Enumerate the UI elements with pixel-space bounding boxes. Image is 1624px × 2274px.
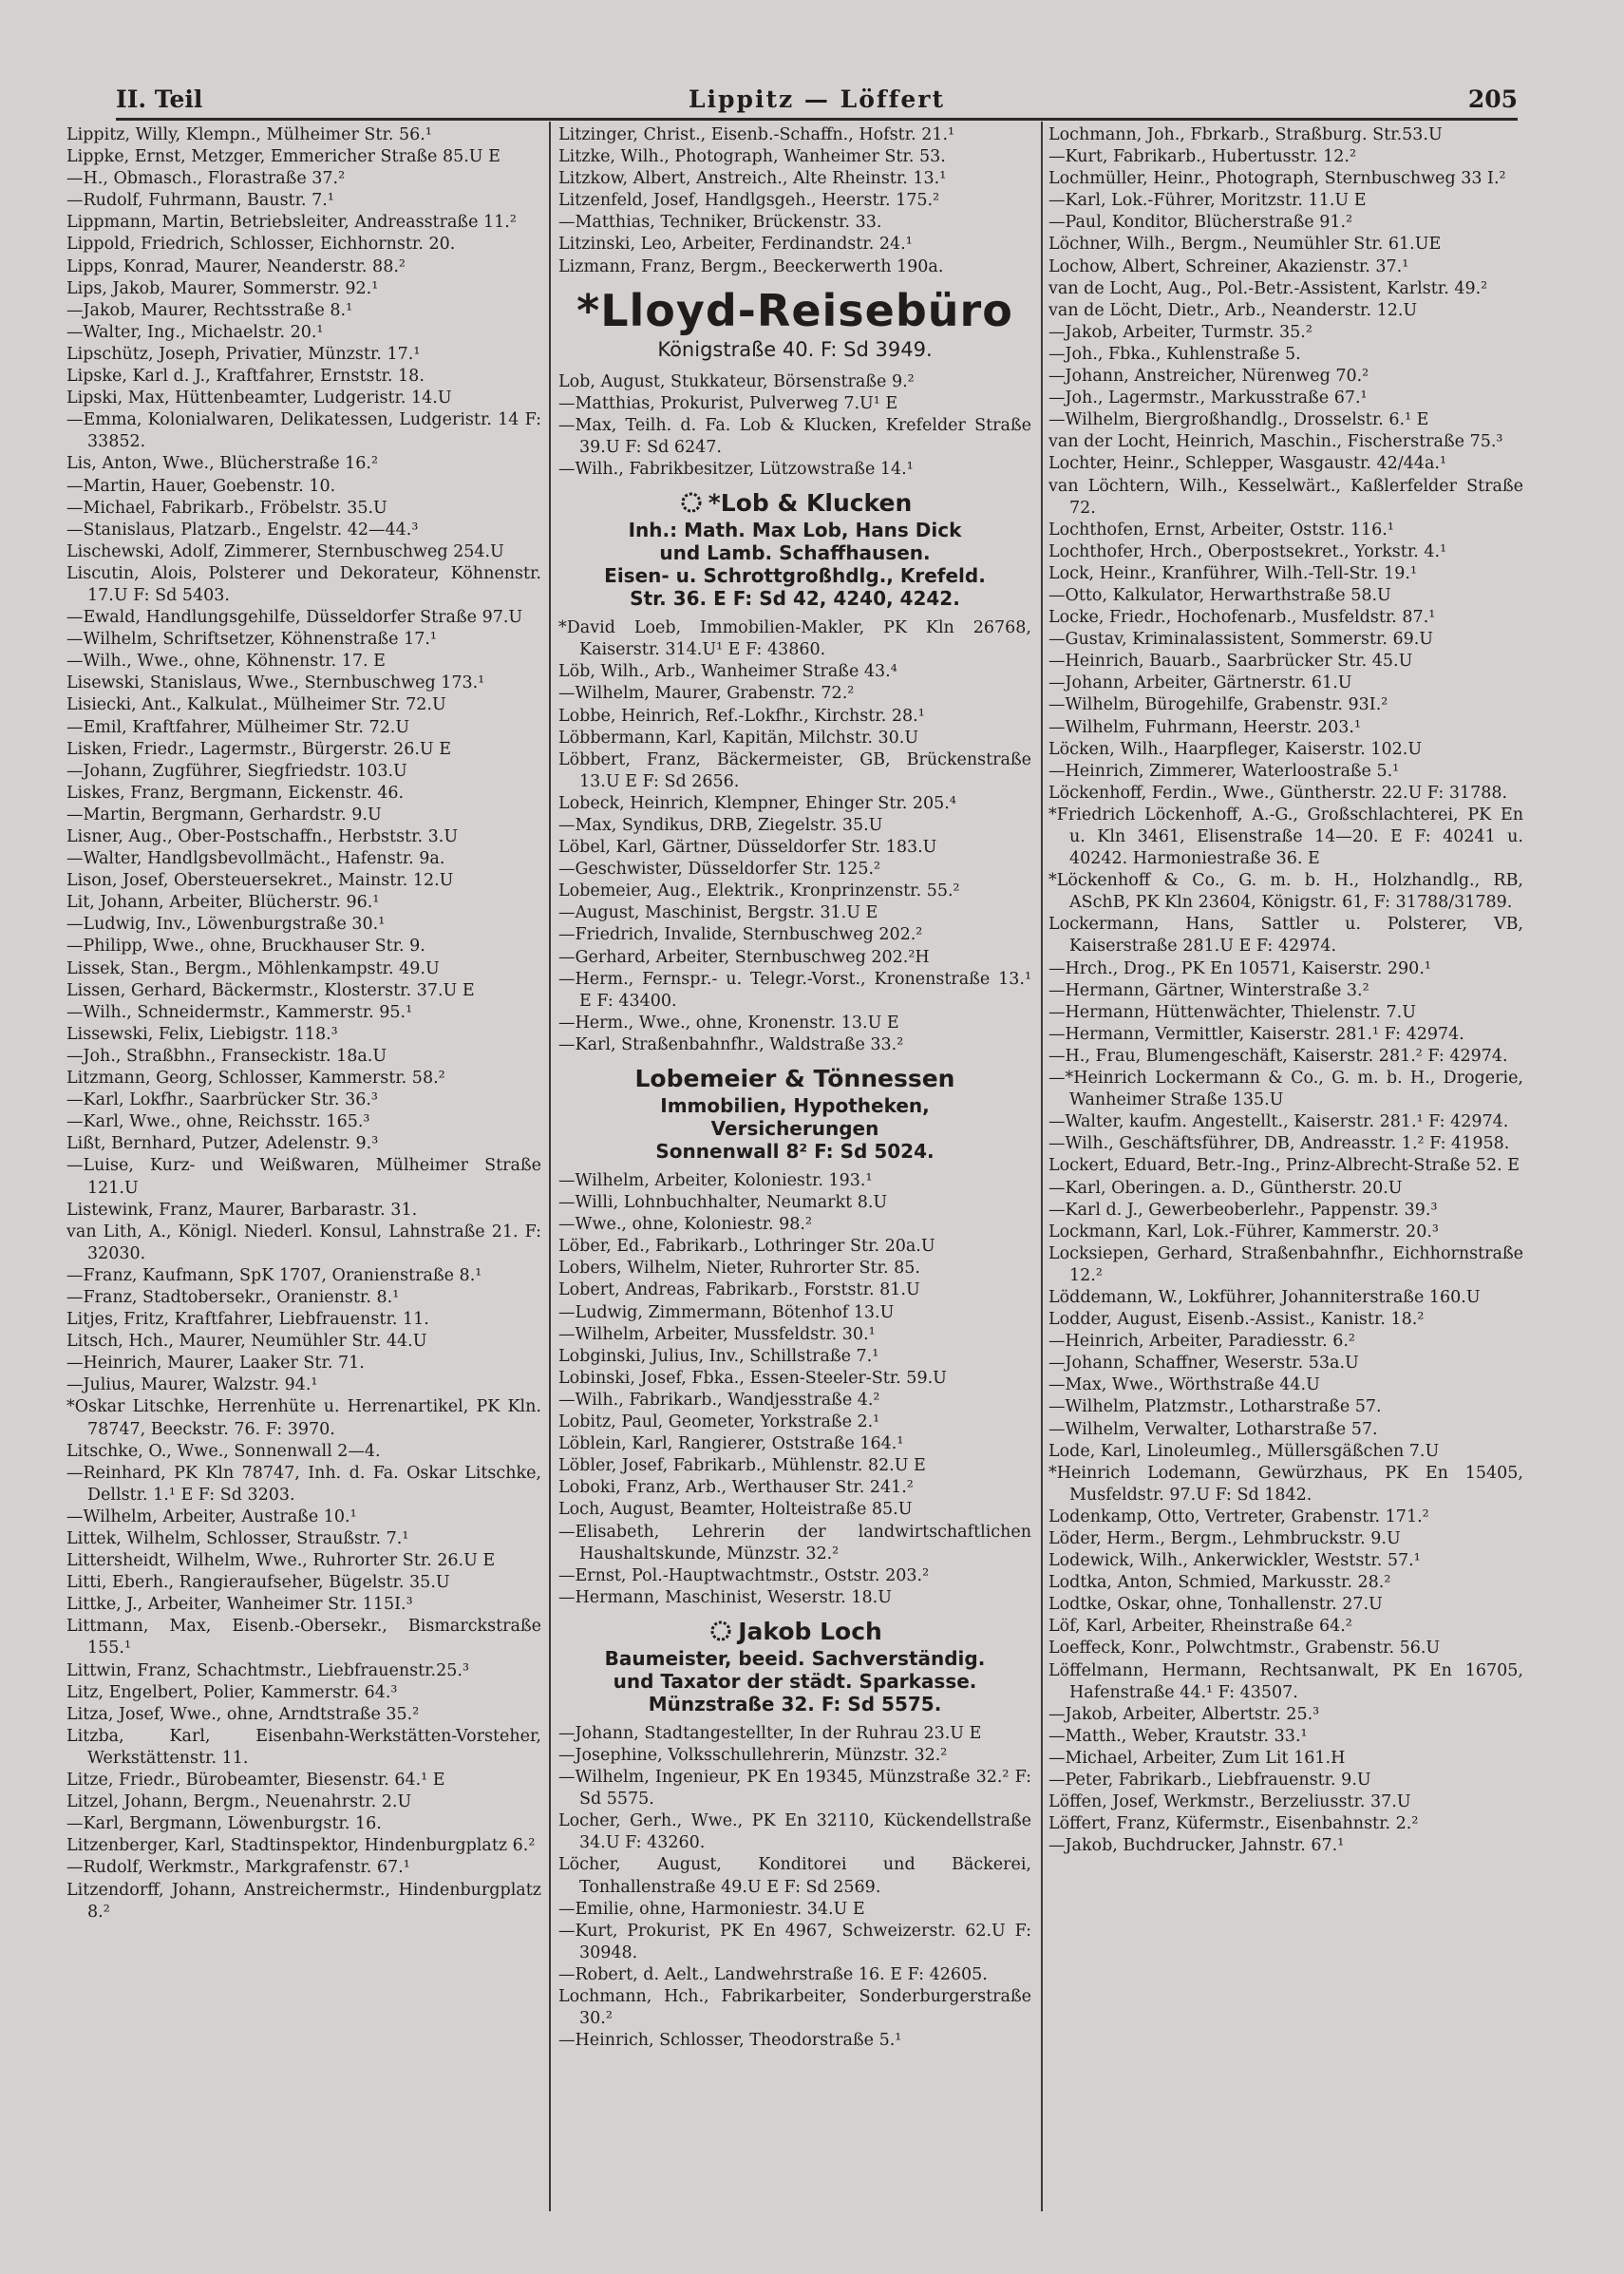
directory-entry: Lochmüller, Heinr., Photograph, Sternbuschweg 33 I.²	[1048, 169, 1506, 189]
directory-entry: —Wilhelm, Maurer, Grabenstr. 72.²	[558, 684, 855, 704]
directory-entry: Lit, Johann, Arbeiter, Blücherstr. 96.¹	[66, 893, 380, 913]
directory-entry: Lodtka, Anton, Schmied, Markusstr. 28.²	[1048, 1573, 1391, 1593]
directory-entry: —Heinrich, Arbeiter, Paradiesstr. 6.²	[1048, 1332, 1355, 1352]
directory-entry: —Heinrich, Schlosser, Theodorstraße 5.¹	[558, 2031, 902, 2051]
directory-entry: Lobers, Wilhelm, Nieter, Ruhrorter Str. 85.	[558, 1259, 920, 1279]
directory-entry: —Karl d. J., Gewerbeoberlehr., Pappenstr. 39.³	[1048, 1200, 1438, 1220]
directory-entry: Litsch, Hch., Maurer, Neumühler Str. 44.U	[66, 1332, 427, 1352]
directory-entry: Litzba, Karl, Eisenbahn-Werkstätten-Vorsteher, Werkstättenstr. 11.	[66, 1726, 541, 1768]
directory-entry: Lipps, Konrad, Maurer, Neanderstr. 88.²	[66, 256, 406, 276]
ad-lob-name: *Lob & Klucken	[708, 489, 913, 518]
directory-entry: —Walter, kaufm. Angestellt., Kaiserstr. 281.¹ F: 42974.	[1048, 1112, 1509, 1132]
directory-entry: —Herm., Wwe., ohne, Kronenstr. 13.U E	[558, 1013, 899, 1033]
directory-entry: —Walter, Handlgsbevollmächt., Hafenstr. 9a.	[66, 849, 445, 869]
column-1	[66, 124, 541, 1923]
directory-entry: —Emil, Kraftfahrer, Mülheimer Str. 72.U	[66, 717, 410, 737]
directory-entry: —Matth., Weber, Krautstr. 33.¹	[1048, 1726, 1308, 1746]
ad-lobemeier	[558, 1064, 1031, 1163]
directory-entry: —Max, Wwe., Wörthstraße 44.U	[1048, 1375, 1320, 1395]
directory-entry: —Matthias, Prokurist, Pulverweg 7.U¹ E	[558, 393, 898, 413]
directory-entry: Lizmann, Franz, Bergm., Beeckerwerth 190a.	[558, 256, 944, 276]
directory-entry: Liskes, Franz, Bergmann, Eickenstr. 46.	[66, 783, 405, 803]
directory-entry: —Kurt, Prokurist, PK En 4967, Schweizerstr. 62.U F: 30948.	[558, 1921, 1031, 1962]
ad-lobemeier-line-2: Versicherungen	[710, 1117, 879, 1140]
directory-entry: —Hermann, Gärtner, Winterstraße 3.²	[1048, 980, 1369, 1000]
directory-entry: —Ewald, Handlungsgehilfe, Düsseldorfer Straße 97.U	[66, 608, 523, 628]
directory-entry: Löblein, Karl, Rangierer, Oststraße 164.¹	[558, 1434, 904, 1454]
directory-entry: Locke, Friedr., Hochofenarb., Musfeldstr. 87.¹	[1048, 608, 1436, 628]
name-range: Lippitz — Löffert	[688, 85, 946, 113]
directory-entry: Litzkow, Albert, Anstreich., Alte Rheinstr. 13.¹	[558, 169, 947, 189]
directory-entry: —Gustav, Kriminalassistent, Sommerstr. 69.U	[1048, 630, 1434, 650]
directory-entry: —Michael, Fabrikarb., Fröbelstr. 35.U	[66, 498, 387, 518]
directory-entry: Lock, Heinr., Kranführer, Wilh.-Tell-Str. 19.¹	[1048, 563, 1417, 583]
directory-entry: —Friedrich, Invalide, Sternbuschweg 202.²	[558, 925, 923, 945]
directory-entry: —Wilhelm, Platzmstr., Lotharstraße 57.	[1048, 1397, 1382, 1417]
directory-entry: Lodder, August, Eisenb.-Assist., Kanistr. 18.²	[1048, 1310, 1425, 1330]
directory-entry: —Wilhelm, Arbeiter, Austraße 10.¹	[66, 1507, 357, 1526]
directory-entry: —Wilh., Schneidermstr., Kammerstr. 95.¹	[66, 1002, 413, 1022]
directory-entry: Lobemeier, Aug., Elektrik., Kronprinzenstr. 55.²	[558, 881, 960, 901]
directory-entry: Löckenhoff, Ferdin., Wwe., Güntherstr. 22.U F: 31788.	[1048, 783, 1508, 803]
directory-entry: Locher, Gerh., Wwe., PK En 32110, Kückendellstraße 34.U F: 43260.	[558, 1811, 1031, 1853]
directory-entry: van de Löcht, Dietr., Arb., Neanderstr. 12.U	[1048, 300, 1418, 320]
directory-entry: —Hermann, Vermittler, Kaiserstr. 281.¹ F: 42974.	[1048, 1024, 1464, 1044]
directory-entry: van Lith, A., Königl. Niederl. Konsul, Lahnstraße 21. F: 32030.	[66, 1222, 541, 1263]
directory-entry: —August, Maschinist, Bergstr. 31.U E	[558, 903, 878, 923]
directory-entry: van der Locht, Heinrich, Maschin., Fischerstraße 75.³	[1048, 432, 1503, 452]
directory-entry: Litzenfeld, Josef, Handlgsgeh., Heerstr. 175.²	[558, 191, 940, 211]
directory-entry: —H., Frau, Blumengeschäft, Kaiserstr. 281.² F: 42974.	[1048, 1046, 1508, 1066]
directory-entry: —Karl, Lokfhr., Saarbrücker Str. 36.³	[66, 1090, 378, 1110]
directory-entry: Lis, Anton, Wwe., Blücherstraße 16.²	[66, 454, 378, 474]
directory-entry: Lipske, Karl d. J., Kraftfahrer, Ernststr. 18.	[66, 367, 425, 387]
directory-entry: —Karl, Wwe., ohne, Reichsstr. 165.³	[66, 1112, 370, 1132]
directory-entry: —Geschwister, Düsseldorfer Str. 125.²	[558, 860, 881, 880]
column-divider-2	[1041, 122, 1043, 2211]
directory-entry: Löcher, August, Konditorei und Bäckerei, Tonhallenstraße 49.U E F: Sd 2569.	[558, 1855, 1031, 1897]
directory-entry: —Johann, Stadtangestellter, In der Ruhrau 23.U E	[558, 1723, 982, 1743]
directory-entry: Lochow, Albert, Schreiner, Akazienstr. 37.¹	[1048, 256, 1409, 276]
ring-logo-icon	[708, 1620, 734, 1642]
directory-entry: —Walter, Ing., Michaelstr. 20.¹	[66, 322, 324, 342]
directory-entry: Lobbe, Heinrich, Ref.-Lokfhr., Kirchstr. 28.¹	[558, 706, 925, 726]
directory-entry: Lippke, Ernst, Metzger, Emmericher Straße 85.U E	[66, 147, 500, 167]
directory-entry: —Rudolf, Fuhrmann, Baustr. 7.¹	[66, 191, 334, 211]
directory-entry: —Wilhelm, Arbeiter, Mussfeldstr. 30.¹	[558, 1324, 876, 1344]
directory-entry: —*Heinrich Lockermann & Co., G. m. b. H., Drogerie, Wanheimer Straße 135.U	[1048, 1069, 1523, 1110]
ad-lob-line-4: Str. 36. E F: Sd 42, 4240, 4242.	[630, 587, 960, 611]
directory-entry: Löchner, Wilh., Bergm., Neumühler Str. 61.UE	[1048, 235, 1442, 255]
directory-entry: *Löckenhoff & Co., G. m. b. H., Holzhandlg., RB, ASchB, PK Kln 23604, Königstr. 61, F: 31788/31789.	[1048, 871, 1523, 913]
directory-entry: Lochmann, Joh., Fbrkarb., Straßburg. Str.53.U	[1048, 125, 1443, 144]
directory-entry: Lisiecki, Ant., Kalkulat., Mülheimer Str. 72.U	[66, 695, 446, 715]
directory-entry: —Gerhard, Arbeiter, Sternbuschweg 202.²H	[558, 947, 930, 967]
directory-entry: Litza, Josef, Wwe., ohne, Arndtstraße 35.²	[66, 1704, 420, 1724]
directory-entry: —Wilh., Geschäftsführer, DB, Andreasstr. 1.² F: 41958.	[1048, 1134, 1510, 1154]
directory-entry: —Wilhelm, Bürogehilfe, Grabenstr. 93I.²	[1048, 695, 1388, 715]
directory-entry: —Jakob, Buchdrucker, Jahnstr. 67.¹	[1048, 1836, 1345, 1856]
directory-entry: —Heinrich, Maurer, Laaker Str. 71.	[66, 1354, 365, 1374]
directory-entry: Littwin, Franz, Schachtmstr., Liebfrauenstr.25.³	[66, 1660, 469, 1680]
directory-entry: Lobeck, Heinrich, Klempner, Ehinger Str. 205.⁴	[558, 793, 956, 813]
directory-entry: Lissen, Gerhard, Bäckermstr., Klosterstr. 37.U E	[66, 980, 475, 1000]
directory-entry: —Wilhelm, Verwalter, Lotharstraße 57.	[1048, 1419, 1378, 1439]
page-header	[116, 84, 1518, 121]
directory-entry: —Johann, Zugführer, Siegfriedstr. 103.U	[66, 761, 407, 781]
directory-entry: —Elisabeth, Lehrerin der landwirtschaftlichen Haushaltskunde, Münzstr. 32.²	[558, 1522, 1031, 1563]
directory-entry: Lisner, Aug., Ober-Postschaffn., Herbststr. 3.U	[66, 827, 459, 846]
ad-lloyd-name: *Lloyd-Reisebüro	[576, 284, 1013, 336]
directory-entry: —Heinrich, Zimmerer, Waterloostraße 5.¹	[1048, 761, 1400, 781]
column-2	[558, 124, 1031, 2052]
part-label: II. Teil	[116, 85, 203, 113]
directory-entry: Lochthofen, Ernst, Arbeiter, Oststr. 116.¹	[1048, 520, 1394, 540]
ad-jakob-loch	[558, 1617, 1031, 1715]
directory-entry: —Martin, Hauer, Goebenstr. 10.	[66, 476, 336, 496]
ad-lob-line-2: und Lamb. Schaffhausen.	[659, 541, 931, 565]
directory-entry: —Joh., Lagermstr., Markusstraße 67.¹	[1048, 388, 1368, 408]
directory-entry: —Jakob, Maurer, Rechtsstraße 8.¹	[66, 300, 353, 320]
directory-entry: Litzinger, Christ., Eisenb.-Schaffn., Hofstr. 21.¹	[558, 125, 955, 144]
directory-entry: Lockermann, Hans, Sattler u. Polsterer, VB, Kaiserstraße 281.U E F: 42974.	[1048, 915, 1523, 957]
directory-entry: Litjes, Fritz, Kraftfahrer, Liebfrauenstr. 11.	[66, 1310, 429, 1330]
directory-entry: —Ludwig, Zimmermann, Bötenhof 13.U	[558, 1302, 895, 1322]
directory-entry: Lisken, Friedr., Lagermstr., Bürgerstr. 26.U E	[66, 739, 451, 759]
directory-entry: Lips, Jakob, Maurer, Sommerstr. 92.¹	[66, 278, 379, 298]
directory-entry: —Karl, Oberingen. a. D., Güntherstr. 20.U	[1048, 1178, 1403, 1198]
directory-entry: Lodtke, Oskar, ohne, Tonhallenstr. 27.U	[1048, 1595, 1383, 1615]
directory-entry: Lipschütz, Joseph, Privatier, Münzstr. 17.¹	[66, 344, 421, 364]
directory-entry: Lischewski, Adolf, Zimmerer, Sternbuschweg 254.U	[66, 541, 504, 561]
column-divider-1	[549, 122, 551, 2211]
directory-entry: Litze, Friedr., Bürobeamter, Biesenstr. 64.¹ E	[66, 1771, 445, 1791]
directory-entry: Lobert, Andreas, Fabrikarb., Forststr. 81.U	[558, 1280, 920, 1300]
directory-entry: —Matthias, Techniker, Brückenstr. 33.	[558, 213, 882, 233]
ad-loch-name: Jakob Loch	[738, 1617, 882, 1645]
directory-entry: Lob, August, Stukkateur, Börsenstraße 9.²	[558, 371, 915, 391]
directory-entry: —Robert, d. Aelt., Landwehrstraße 16. E F: 42605.	[558, 1964, 988, 1984]
ad-lloyd-line: Königstraße 40. F: Sd 3949.	[657, 337, 933, 361]
directory-entry: Littmann, Max, Eisenb.-Obersekr., Bismarckstraße 155.¹	[66, 1617, 541, 1658]
ad-lob-line-3: Eisen- u. Schrottgroßhdlg., Krefeld.	[604, 564, 986, 588]
directory-entry: —Jakob, Arbeiter, Albertstr. 25.³	[1048, 1704, 1320, 1724]
directory-entry: Lissewski, Felix, Liebigstr. 118.³	[66, 1024, 338, 1044]
directory-entry: —Heinrich, Bauarb., Saarbrücker Str. 45.U	[1048, 652, 1413, 672]
directory-entry: Löffert, Franz, Küfermstr., Eisenbahnstr. 2.²	[1048, 1814, 1419, 1834]
directory-entry: Lisewski, Stanislaus, Wwe., Sternbuschweg 173.¹	[66, 673, 485, 693]
directory-entry: —Stanislaus, Platzarb., Engelstr. 42—44.³	[66, 520, 419, 540]
directory-entry: —Kurt, Fabrikarb., Hubertusstr. 12.²	[1048, 147, 1356, 167]
directory-entry: Löb, Wilh., Arb., Wanheimer Straße 43.⁴	[558, 662, 897, 682]
directory-entry: —Joh., Straßbhn., Franseckistr. 18a.U	[66, 1046, 387, 1066]
directory-entry: Littersheidt, Wilhelm, Wwe., Ruhrorter Str. 26.U E	[66, 1551, 496, 1571]
directory-entry: —Emma, Kolonialwaren, Delikatessen, Ludgeristr. 14 F: 33852.	[66, 410, 541, 452]
directory-entry: —Franz, Stadtobersekr., Oranienstr. 8.¹	[66, 1287, 400, 1307]
directory-entry: Liscutin, Alois, Polsterer und Dekorateur, Köhnenstr. 17.U F: Sd 5403.	[66, 563, 541, 605]
directory-entry: —Philipp, Wwe., ohne, Bruckhauser Str. 9.	[66, 937, 425, 957]
directory-entry: —Joh., Fbka., Kuhlenstraße 5.	[1048, 344, 1301, 364]
ad-lobemeier-line-1: Immobilien, Hypotheken,	[660, 1094, 930, 1117]
ad-lloyd	[558, 284, 1031, 362]
directory-entry: Litz, Engelbert, Polier, Kammerstr. 64.³	[66, 1682, 398, 1702]
ad-lobemeier-line-3: Sonnenwall 8² F: Sd 5024.	[655, 1140, 935, 1163]
ring-logo-icon	[678, 491, 705, 514]
directory-entry: Lißt, Bernhard, Putzer, Adelenstr. 9.³	[66, 1134, 379, 1154]
directory-entry: Lodewick, Wilh., Ankerwickler, Weststr. 57.¹	[1048, 1551, 1421, 1571]
directory-entry: —Reinhard, PK Kln 78747, Inh. d. Fa. Oskar Litschke, Dellstr. 1.¹ E F: Sd 3203.	[66, 1463, 541, 1505]
directory-entry: —Karl, Bergmann, Löwenburgstr. 16.	[66, 1814, 382, 1834]
directory-entry: Lode, Karl, Linoleumleg., Müllersgäßchen 7.U	[1048, 1441, 1440, 1461]
directory-entry: —Hrch., Drog., PK En 10571, Kaiserstr. 290.¹	[1048, 958, 1431, 978]
directory-entry: —Emilie, ohne, Harmoniestr. 34.U E	[558, 1899, 865, 1919]
directory-entry: Lochmann, Hch., Fabrikarbeiter, Sonderburgerstraße 30.²	[558, 1987, 1031, 2029]
directory-entry: —Wilhelm, Fuhrmann, Heerstr. 203.¹	[1048, 717, 1361, 737]
directory-entry: Löf, Karl, Arbeiter, Rheinstraße 64.²	[1048, 1617, 1352, 1637]
directory-entry: Lison, Josef, Obersteuersekret., Mainstr. 12.U	[66, 871, 454, 891]
directory-entry: Lobginski, Julius, Inv., Schillstraße 7.¹	[558, 1346, 879, 1366]
directory-entry: —Willi, Lohnbuchhalter, Neumarkt 8.U	[558, 1193, 888, 1213]
directory-entry: —Ernst, Pol.-Hauptwachtmstr., Oststr. 203.²	[558, 1565, 930, 1585]
directory-entry: Lodenkamp, Otto, Vertreter, Grabenstr. 171.²	[1048, 1507, 1429, 1526]
directory-entry: Löbel, Karl, Gärtner, Düsseldorfer Str. 183.U	[558, 838, 937, 858]
directory-entry: —Otto, Kalkulator, Herwarthstraße 58.U	[1048, 585, 1391, 605]
ad-lob-line-1: Inh.: Math. Max Lob, Hans Dick	[628, 519, 962, 542]
directory-entry: —Max, Syndikus, DRB, Ziegelstr. 35.U	[558, 815, 883, 835]
directory-entry: Löffen, Josef, Werkmstr., Berzeliusstr. 37.U	[1048, 1792, 1411, 1812]
directory-entry: Loch, August, Beamter, Holteistraße 85.U	[558, 1500, 913, 1520]
directory-entry: —Hermann, Hüttenwächter, Thielenstr. 7.U	[1048, 1002, 1416, 1022]
ad-lob-klucken	[558, 488, 1031, 610]
directory-entry: van de Locht, Aug., Pol.-Betr.-Assistent, Karlstr. 49.²	[1048, 278, 1488, 298]
directory-entry: —Rudolf, Werkmstr., Markgrafenstr. 67.¹	[66, 1858, 410, 1878]
directory-entry: Löffelmann, Hermann, Rechtsanwalt, PK En 16705, Hafenstraße 44.¹ F: 43507.	[1048, 1660, 1523, 1702]
directory-entry: Litzmann, Georg, Schlosser, Kammerstr. 58.²	[66, 1069, 445, 1089]
directory-entry: —Hermann, Maschinist, Weserstr. 18.U	[558, 1587, 892, 1607]
directory-entry: —Wilh., Wwe., ohne, Köhnenstr. 17. E	[66, 652, 386, 672]
directory-entry: —Wilhelm, Ingenieur, PK En 19345, Münzstraße 32.² F: Sd 5575.	[558, 1768, 1031, 1810]
directory-entry: Lissek, Stan., Bergm., Möhlenkampstr. 49.U	[66, 958, 440, 978]
directory-entry: *Friedrich Löckenhoff, A.-G., Großschlachterei, PK En u. Kln 3461, Elisenstraße 14—20. E F: 40241 u. 40242. Harmoniestraße 36. E	[1048, 805, 1523, 869]
directory-entry: —Johann, Schaffner, Weserstr. 53a.U	[1048, 1354, 1359, 1374]
directory-entry: —Luise, Kurz- und Weißwaren, Mülheimer Straße 121.U	[66, 1156, 541, 1198]
directory-entry: van Löchtern, Wilh., Kesselwärt., Kaßlerfelder Straße 72.	[1048, 476, 1523, 518]
directory-entry: —Johann, Anstreicher, Nürenweg 70.²	[1048, 367, 1369, 387]
directory-entry: Lobitz, Paul, Geometer, Yorkstraße 2.¹	[558, 1412, 880, 1432]
directory-entry: —Martin, Bergmann, Gerhardstr. 9.U	[66, 805, 382, 824]
directory-entry: Loboki, Franz, Arb., Werthauser Str. 241.²	[558, 1478, 914, 1498]
ad-loch-line-3: Münzstraße 32. F: Sd 5575.	[648, 1692, 942, 1715]
column-3	[1048, 124, 1523, 1857]
directory-entry: —H., Obmasch., Florastraße 37.²	[66, 169, 346, 189]
directory-entry: Löbbermann, Karl, Kapitän, Milchstr. 30.U	[558, 728, 919, 748]
directory-entry: —Karl, Lok.-Führer, Moritzstr. 11.U E	[1048, 191, 1367, 211]
directory-entry: Litzendorff, Johann, Anstreichermstr., Hindenburgplatz 8.²	[66, 1880, 541, 1922]
directory-entry: Lipski, Max, Hüttenbeamter, Ludgeristr. 14.U	[66, 388, 452, 408]
directory-entry: Locksiepen, Gerhard, Straßenbahnfhr., Eichhornstraße 12.²	[1048, 1243, 1523, 1285]
directory-entry: —Herm., Fernspr.- u. Telegr.-Vorst., Kronenstraße 13.¹ E F: 43400.	[558, 969, 1031, 1011]
directory-entry: Lochter, Heinr., Schlepper, Wasgaustr. 42/44a.¹	[1048, 454, 1446, 474]
directory-entry: Loeffeck, Konr., Polwchtmstr., Grabenstr. 56.U	[1048, 1639, 1441, 1658]
directory-entry: —Wwe., ohne, Koloniestr. 98.²	[558, 1215, 812, 1235]
directory-entry: Litzinski, Leo, Arbeiter, Ferdinandstr. 24.¹	[558, 235, 913, 255]
directory-entry: Lockmann, Karl, Lok.-Führer, Kammerstr. 20.³	[1048, 1222, 1439, 1241]
directory-entry: Litschke, O., Wwe., Sonnenwall 2—4.	[66, 1441, 381, 1461]
directory-entry: —Wilhelm, Biergroßhandlg., Drosselstr. 6.¹ E	[1048, 410, 1429, 430]
directory-entry: Lippitz, Willy, Klempn., Mülheimer Str. 56.¹	[66, 125, 432, 144]
directory-entry: Löddemann, W., Lokführer, Johanniterstraße 160.U	[1048, 1287, 1481, 1307]
directory-entry: —Peter, Fabrikarb., Liebfrauenstr. 9.U	[1048, 1771, 1371, 1791]
directory-entry: Littke, J., Arbeiter, Wanheimer Str. 115I.³	[66, 1595, 413, 1615]
directory-entry: —Wilhelm, Arbeiter, Koloniestr. 193.¹	[558, 1171, 873, 1190]
directory-entry: *Oskar Litschke, Herrenhüte u. Herrenartikel, PK Kln. 78747, Beeckstr. 76. F: 3970.	[66, 1397, 541, 1439]
directory-entry: Lippold, Friedrich, Schlosser, Eichhornstr. 20.	[66, 235, 456, 255]
directory-entry: Lochthofer, Hrch., Oberpostsekret., Yorkstr. 4.¹	[1048, 541, 1447, 561]
ad-lobemeier-name: Lobemeier & Tönnessen	[634, 1065, 955, 1092]
directory-entry: Löbler, Josef, Fabrikarb., Mühlenstr. 82.U E	[558, 1456, 926, 1476]
directory-entry: —Johann, Arbeiter, Gärtnerstr. 61.U	[1048, 673, 1352, 693]
directory-entry: —Wilh., Fabrikbesitzer, Lützowstraße 14.¹	[558, 460, 914, 480]
directory-entry: Löcken, Wilh., Haarpfleger, Kaiserstr. 102.U	[1048, 739, 1423, 759]
directory-entry: —Michael, Arbeiter, Zum Lit 161.H	[1048, 1748, 1346, 1768]
directory-entry: Lockert, Eduard, Betr.-Ing., Prinz-Albrecht-Straße 52. E	[1048, 1156, 1520, 1176]
directory-entry: —Ludwig, Inv., Löwenburgstraße 30.¹	[66, 915, 386, 935]
directory-entry: Löber, Ed., Fabrikarb., Lothringer Str. 20a.U	[558, 1237, 935, 1257]
directory-entry: —Wilh., Fabrikarb., Wandjesstraße 4.²	[558, 1390, 880, 1410]
ad-loch-line-1: Baumeister, beeid. Sachverständig.	[604, 1646, 986, 1670]
directory-entry: —Franz, Kaufmann, SpK 1707, Oranienstraße 8.¹	[66, 1265, 482, 1285]
page-number: 205	[1467, 85, 1518, 113]
directory-entry: Löder, Herm., Bergm., Lehmbruckstr. 9.U	[1048, 1529, 1401, 1548]
directory-entry: Lippmann, Martin, Betriebsleiter, Andreasstraße 11.²	[66, 213, 517, 233]
directory-entry: Litti, Eberh., Rangieraufseher, Bügelstr. 35.U	[66, 1573, 450, 1593]
directory-entry: Löbbert, Franz, Bäckermeister, GB, Brückenstraße 13.U E F: Sd 2656.	[558, 749, 1031, 791]
directory-entry: Lobinski, Josef, Fbka., Essen-Steeler-Str. 59.U	[558, 1368, 947, 1388]
directory-entry: —Josephine, Volksschullehrerin, Münzstr. 32.²	[558, 1745, 948, 1765]
directory-entry: Listewink, Franz, Maurer, Barbarastr. 31.	[66, 1200, 418, 1220]
directory-entry: —Karl, Straßenbahnfhr., Waldstraße 33.²	[558, 1034, 904, 1054]
ad-loch-line-2: und Taxator der städt. Sparkasse.	[613, 1669, 977, 1693]
directory-entry: Littek, Wilhelm, Schlosser, Straußstr. 7.¹	[66, 1529, 409, 1548]
directory-entry: *Heinrich Lodemann, Gewürzhaus, PK En 15405, Musfeldstr. 97.U F: Sd 1842.	[1048, 1463, 1523, 1505]
directory-entry: Litzke, Wilh., Photograph, Wanheimer Str. 53.	[558, 147, 946, 167]
directory-entry: —Julius, Maurer, Walzstr. 94.¹	[66, 1375, 318, 1395]
directory-entry: *David Loeb, Immobilien-Makler, PK Kln 26768, Kaiserstr. 314.U¹ E F: 43860.	[558, 618, 1031, 660]
directory-entry: —Max, Teilh. d. Fa. Lob & Klucken, Krefelder Straße 39.U F: Sd 6247.	[558, 415, 1031, 457]
directory-entry: Litzenberger, Karl, Stadtinspektor, Hindenburgplatz 6.²	[66, 1836, 536, 1856]
directory-entry: —Paul, Konditor, Blücherstraße 91.²	[1048, 213, 1353, 233]
directory-entry: Litzel, Johann, Bergm., Neuenahrstr. 2.U	[66, 1792, 412, 1812]
directory-entry: —Wilhelm, Schriftsetzer, Köhnenstraße 17.¹	[66, 630, 437, 650]
directory-entry: —Jakob, Arbeiter, Turmstr. 35.²	[1048, 322, 1312, 342]
